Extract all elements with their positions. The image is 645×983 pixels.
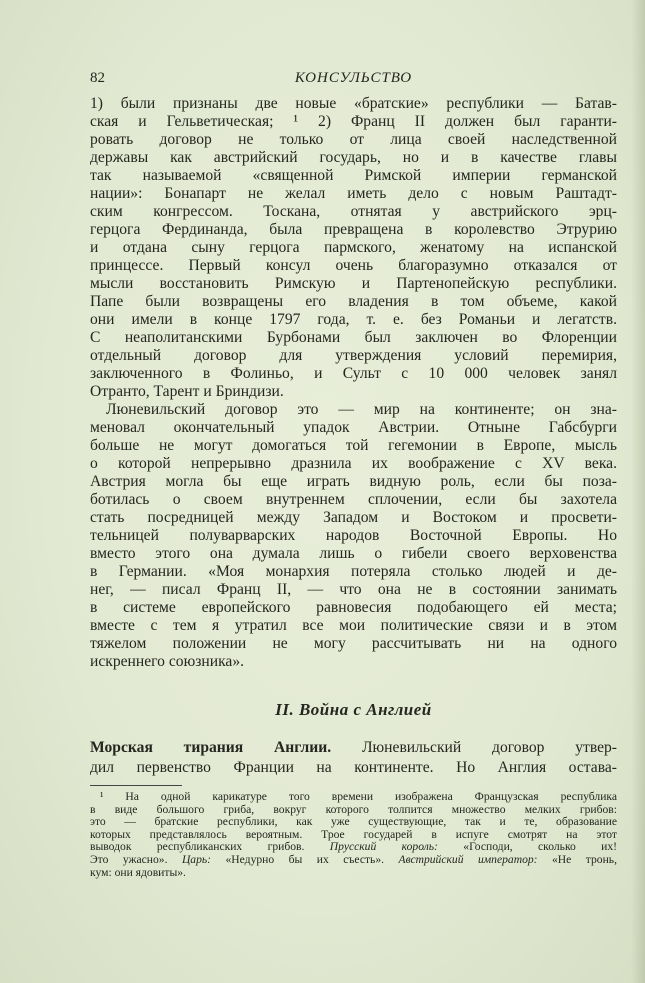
text-line: нег, — писал Франц II, — что она не в состоянии занимать <box>90 581 617 598</box>
footnote-text: «Господи, сколько их! <box>437 840 618 854</box>
text-line: 1) были признаны две новые «братские» республики — Батав- <box>90 95 617 112</box>
speaker-label: Царь: <box>181 852 212 866</box>
text-line: ботилась о своем внутреннем сплочении, если бы захотела <box>90 491 617 508</box>
text-line: нации»: Бонапарт не желал иметь дело с новым Раштадт- <box>90 185 617 202</box>
paragraph-3 <box>90 738 617 778</box>
text-line: тельницей полуварварских народов Восточной Европы. Но <box>90 527 617 544</box>
text-line: стать посредницей между Западом и Востоком и просвети- <box>90 509 617 526</box>
text-line: они имели в конце 1797 года, т. е. без Романьи и легатств. <box>90 311 617 328</box>
run-in-heading: Морская тирания Англии. <box>90 739 332 756</box>
text-line: державы как австрийский государь, но и в качестве главы <box>90 149 617 166</box>
text-line: тяжелом положении не могу рассчитывать ни на одного <box>90 635 617 652</box>
section-heading: II. Война с Англией <box>275 700 432 719</box>
text-line: Папе были возвращены его владения в том объеме, какой <box>90 293 617 310</box>
text-line: Австрия могла бы еще играть видную роль, если бы поза- <box>90 473 617 490</box>
paragraph-text: дил первенство Франции на континенте. Но Англия остава- <box>90 759 617 776</box>
footnote-text: выводок республиканских грибов. <box>90 840 330 854</box>
footnote-line <box>90 854 617 867</box>
paragraph-text: Люневильский договор утвер- <box>331 739 618 756</box>
speaker-label: Прусский король: <box>329 840 438 854</box>
text-line: и отдана сыну герцога пармского, женатому на испанской <box>90 239 617 256</box>
text-line: ровать договор не только от лица своей наследственной <box>90 131 617 148</box>
footnote-line: которых представлялось вероятным. Трое государей в испуге смотрят на этот <box>90 827 617 841</box>
body-text <box>90 95 617 671</box>
text-line: герцога Фердинанда, была превращена в королевство Этрурию <box>90 221 617 238</box>
footnote-text: Это ужасно». <box>90 852 182 866</box>
text-line: С неаполитанскими Бурбонами был заключен во Флоренции <box>90 329 617 346</box>
text-line: в Германии. «Моя монархия потеряла столько людей и де- <box>90 563 617 580</box>
footnote <box>90 791 617 879</box>
paragraph-2 <box>90 401 617 671</box>
footnote-line: ¹ На одной карикатуре того времени изображена Французская республика <box>100 790 617 803</box>
page-edge-shadow <box>631 0 645 983</box>
footnote-line: кум: они ядовиты». <box>90 865 186 879</box>
text-line: ская и Гельветическая; ¹ 2) Франц II должен был гаранти- <box>90 113 617 130</box>
text-line: мысли восстановить Римскую и Партенопейскую республики. <box>90 275 617 292</box>
text-line: больше не могут домогаться той гегемонии в Европе, мысль <box>90 437 617 454</box>
text-line: в системе европейского равновесия подобающего ей места; <box>90 599 617 616</box>
text-line: Отранто, Тарент и Бриндизи. <box>90 383 284 400</box>
footnote-text: «Недурно бы их съесть». <box>211 852 399 866</box>
paragraph-1 <box>90 95 617 401</box>
text-line: заключенного в Фолиньо, и Сульт с 10 000 человек занял <box>90 365 617 382</box>
text-line: вместе с тем я утратил все мои политические связи и в этом <box>90 617 617 634</box>
text-line: Люневильский договор это — мир на континенте; он зна- <box>106 401 617 418</box>
page-number: 82 <box>90 70 105 86</box>
text-line: о которой непрерывно дразнила их воображение с XV века. <box>90 455 617 472</box>
text-line: так называемой «священной Римской империи германской <box>90 167 617 184</box>
text-line: принцессе. Первый консул очень благоразумно отказался от <box>90 257 617 274</box>
footnote-line: в виде большого гриба, вокруг которого толпится множество мелких грибов: <box>90 802 617 816</box>
footnote-text: «Не тронь, <box>537 852 617 866</box>
footnote-line: это — братские республики, как уже существующие, так и те, образование <box>90 815 617 829</box>
text-line: искреннего союзника». <box>90 653 245 670</box>
text-line: вместо этого она думала лишь о гибели своего верховенства <box>90 545 617 562</box>
text-line: отдельный договор для утверждения условий перемирия, <box>90 347 617 364</box>
footnote-rule <box>90 785 182 786</box>
speaker-label: Австрийский император: <box>398 852 538 866</box>
text-line: меновал окончательный упадок Австрии. Отныне Габсбурги <box>90 419 617 436</box>
text-line: ским конгрессом. Тоскана, отнятая у австрийского эрц- <box>90 203 617 220</box>
running-header <box>90 70 617 90</box>
running-title: КОНСУЛЬСТВО <box>294 70 413 86</box>
